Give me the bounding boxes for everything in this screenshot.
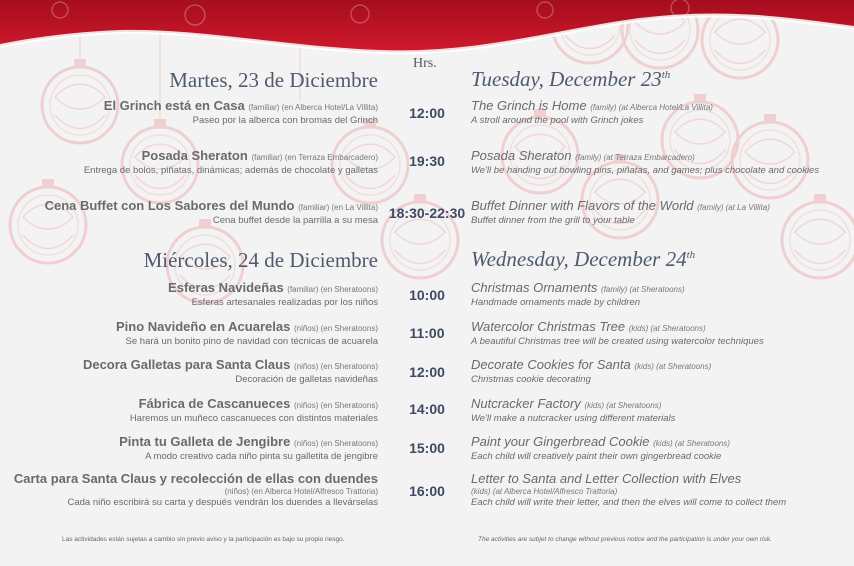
event-title-en: Paint your Gingerbread Cookie (471, 434, 650, 449)
day-header-es: Miércoles, 24 de Diciembre (143, 248, 378, 272)
event-tags-en: (kids) (at Sheratoons) (653, 439, 731, 448)
event-tags-es: (niños) (en Sheratoons) (293, 324, 378, 333)
event-time: 14:00 (409, 401, 445, 417)
event-es (0, 357, 378, 386)
event-desc-es: Esferas artesanales realizadas por los niños (191, 297, 378, 308)
day-header-en-text: Wednesday, December 24 (471, 247, 687, 271)
event-tags-en: (kids) (at Alberca Hotel/Alfresco Trattoria) (471, 487, 618, 496)
event-desc-es: Cada niño escribirá su carta y después vendrán los duendes a llevárselas (67, 497, 378, 508)
event-en (471, 319, 841, 348)
day-header-en-sup: th (686, 249, 696, 261)
day-header-en-text: Tuesday, December 23 (471, 67, 662, 91)
event-desc-en: We'll be handing out bowling pins, piñatas, and games; plus chocolate and cookies (471, 165, 820, 176)
event-en (471, 280, 841, 309)
day-header-en-sup: th (661, 69, 671, 81)
event-desc-en: A stroll around the pool with Grinch jokes (471, 115, 644, 126)
event-time: 18:30-22:30 (388, 205, 466, 221)
event-en (471, 396, 841, 425)
event-title-en: The Grinch is Home (471, 98, 587, 113)
event-tags-es: (familiar) (en Alberca Hotel/La Villita) (248, 103, 378, 112)
event-desc-en: Buffet dinner from the grill to your table (471, 215, 635, 226)
event-tags-en: (family) (at Terraza Embarcadero) (575, 153, 695, 162)
event-tags-es: (niños) (en Sheratoons) (293, 362, 378, 371)
event-tags-en: (family) (at La Villita) (697, 203, 770, 212)
event-desc-es: Se hará un bonito pino de navidad con técnicas de acuarela (125, 336, 378, 347)
event-es (0, 396, 378, 425)
event-es (0, 434, 378, 463)
disclaimer-en: The activities are subjet to change without previous notice and the participation is under your own risk. (478, 536, 772, 543)
event-tags-en: (family) (at Sheratoons) (601, 285, 685, 294)
event-desc-es: Cena buffet desde la parrilla a su mesa (212, 215, 378, 226)
event-desc-en: A beautiful Christmas tree will be created using watercolor techniques (471, 336, 764, 347)
event-en (471, 471, 841, 509)
event-title-es: Decora Galletas para Santa Claus (82, 357, 291, 372)
event-en (471, 148, 841, 177)
event-title-es: Carta para Santa Claus y recolección de ellas con duendes (13, 471, 378, 486)
event-desc-en: Christmas cookie decorating (471, 374, 591, 385)
day-header-es: Martes, 23 de Diciembre (169, 68, 378, 92)
event-tags-en: (kids) (at Sheratoons) (628, 324, 706, 333)
event-desc-en: Handmade ornaments made by children (471, 297, 640, 308)
event-time: 16:00 (409, 483, 445, 499)
event-title-es: El Grinch está en Casa (103, 98, 245, 113)
event-tags-es: (niños) (en Sheratoons) (293, 401, 378, 410)
event-title-en: Buffet Dinner with Flavors of the World (471, 198, 694, 213)
event-en (471, 198, 841, 227)
event-tags-es: (familiar) (en Sheratoons) (287, 285, 378, 294)
event-title-en: Watercolor Christmas Tree (471, 319, 626, 334)
event-title-en: Decorate Cookies for Santa (471, 357, 631, 372)
event-tags-es: (familiar) (en La Villita) (298, 203, 378, 212)
event-es (0, 148, 378, 177)
event-title-es: Posada Sheraton (141, 148, 248, 163)
event-title-en: Nutcracker Factory (471, 396, 581, 411)
event-tags-en: (kids) (at Sheratoons) (634, 362, 712, 371)
event-title-es: Pino Navideño en Acuarelas (115, 319, 291, 334)
event-tags-es: (niños) (en Alberca Hotel/Alfresco Trattoria) (224, 487, 378, 496)
event-desc-es: Entrega de bolos, piñatas, dinámicas; además de chocolate y galletas (83, 165, 378, 176)
event-title-en: Posada Sheraton (471, 148, 572, 163)
event-tags-en: (family) (at Alberca Hotel/La Villita) (590, 103, 713, 112)
event-es (0, 471, 378, 509)
event-tags-es: (niños) (en Sheratoons) (293, 439, 378, 448)
event-en (471, 98, 841, 127)
event-title-es: Pinta tu Galleta de Jengibre (119, 434, 291, 449)
event-es (0, 280, 378, 309)
event-desc-es: Haremos un muñeco cascanueces con distintos materiales (129, 413, 378, 424)
day-header-en (471, 67, 670, 92)
event-es (0, 198, 378, 227)
event-time: 15:00 (409, 440, 445, 456)
day-header-en (471, 247, 695, 272)
event-time: 10:00 (409, 287, 445, 303)
event-desc-es: Decoración de galletas navideñas (235, 374, 378, 385)
event-time: 12:00 (409, 364, 445, 380)
hrs-column-header: Hrs. (413, 56, 437, 71)
event-tags-en: (kids) (at Sheratoons) (584, 401, 662, 410)
event-es (0, 98, 378, 127)
event-tags-es: (familiar) (en Terraza Embarcadero) (251, 153, 378, 162)
event-title-en: Letter to Santa and Letter Collection with Elves (471, 471, 742, 486)
event-title-es: Fábrica de Cascanueces (138, 396, 291, 411)
event-desc-es: Paseo por la alberca con bromas del Grinch (192, 115, 378, 126)
event-en (471, 434, 841, 463)
event-es (0, 319, 378, 348)
event-time: 11:00 (409, 325, 445, 341)
event-desc-es: A modo creativo cada niño pinta su galletita de jengibre (145, 451, 378, 462)
disclaimer-es: Las actividades están sujetas a cambio sin previo aviso y la participación es bajo su propio riesgo. (62, 536, 345, 543)
event-en (471, 357, 841, 386)
event-time: 12:00 (409, 105, 445, 121)
event-desc-en: Each child will write their letter, and then the elves will come to collect them (471, 497, 787, 508)
event-desc-en: We'll make a nutcracker using different materials (471, 413, 676, 424)
event-title-es: Esferas Navideñas (168, 280, 284, 295)
event-title-es: Cena Buffet con Los Sabores del Mundo (44, 198, 295, 213)
event-title-en: Christmas Ornaments (471, 280, 598, 295)
event-time: 19:30 (409, 153, 445, 169)
event-desc-en: Each child will creatively paint their own gingerbread cookie (471, 451, 722, 462)
